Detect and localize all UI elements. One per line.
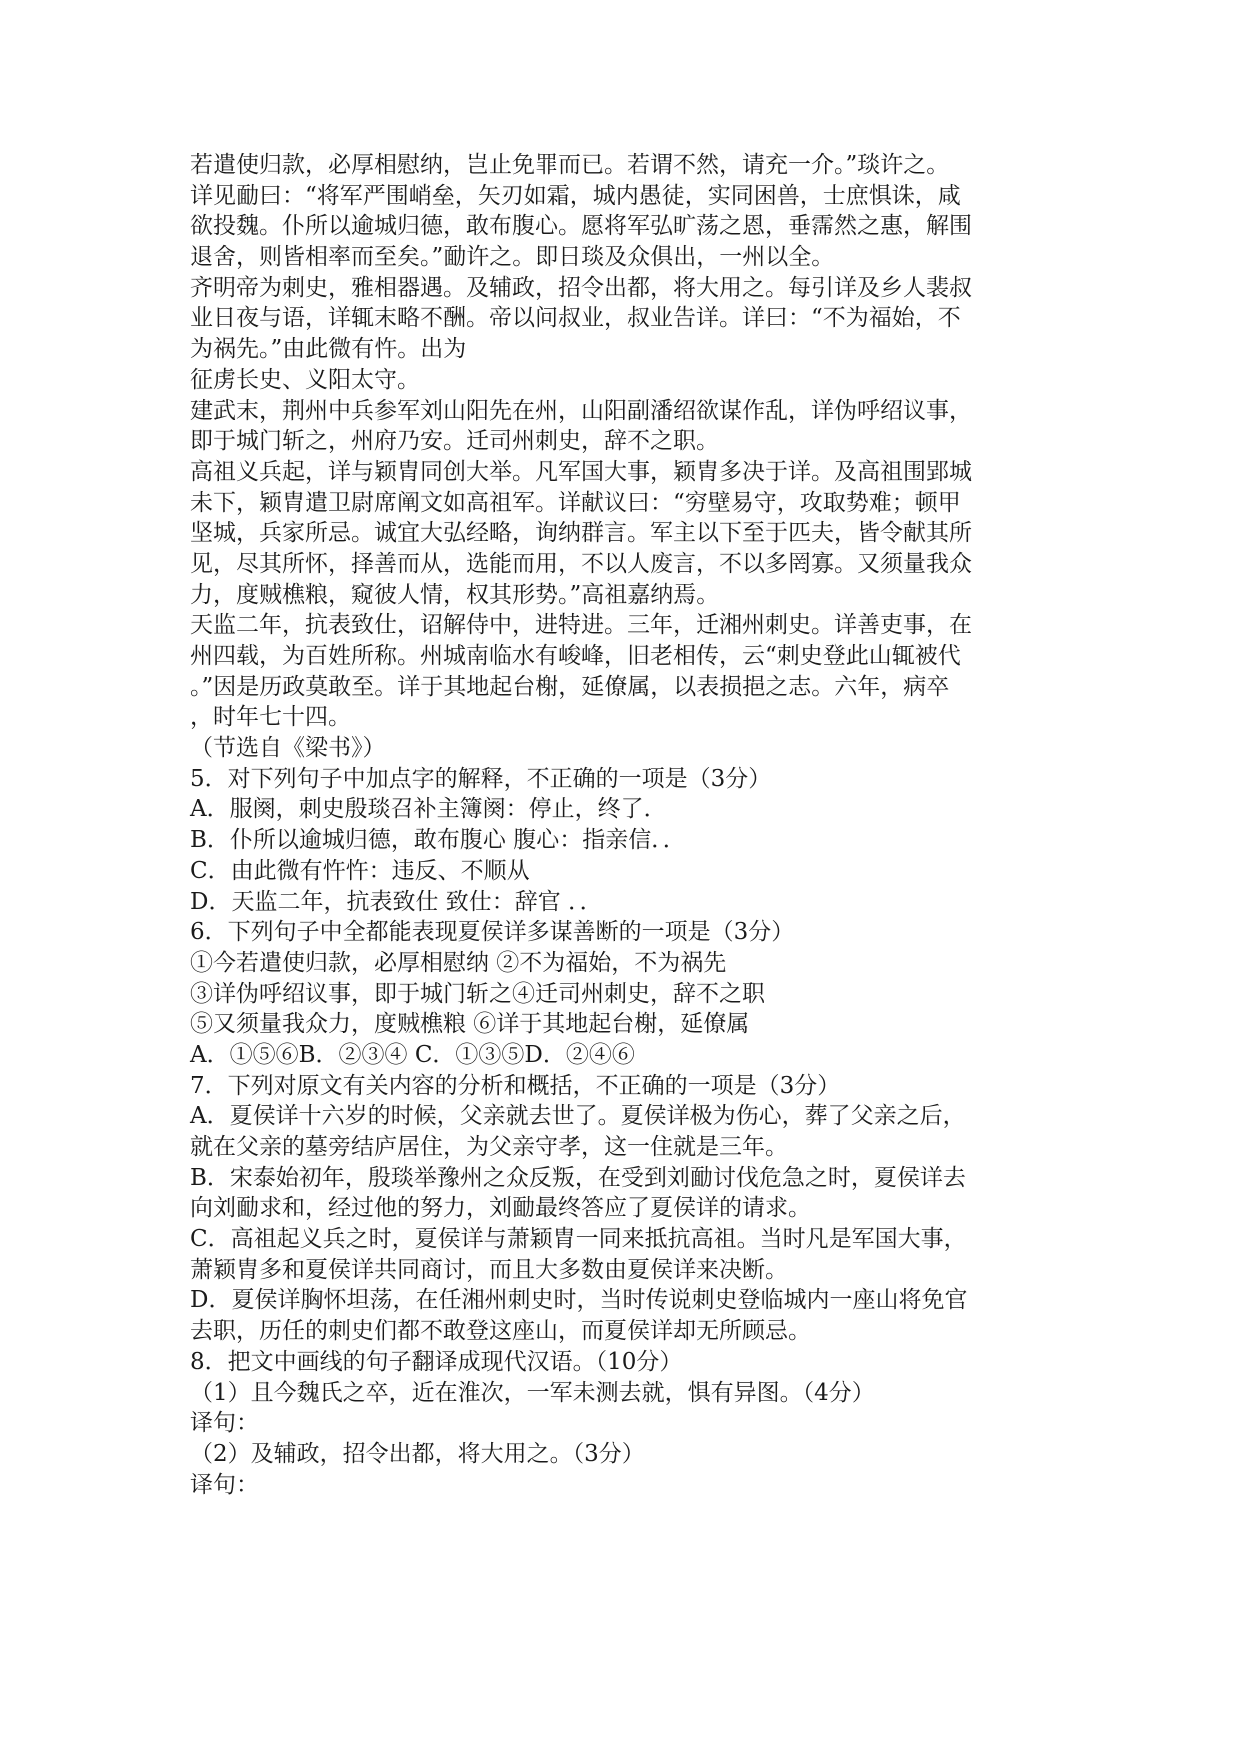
text-line: 见，尽其所怀，择善而从，选能而用，不以人废言，不以多罔寡。又须量我众 [190,550,972,577]
question-5-stem: 5．对下列句子中加点字的解释，不正确的一项是（3分） [190,765,772,792]
text-line: 详见勔曰：“将军严围峭垒，矢刃如霜，城内愚徒，实同困兽，士庶惧诛，咸 [190,182,961,209]
question-5-option-d: D．天监二年，抗表致仕 致仕：辞官 ．． [190,888,603,915]
text-line: 坚城，兵家所忌。诚宜大弘经略，询纳群言。军主以下至于匹夫，皆令献其所 [190,520,972,547]
question-6-options: A．①⑤⑥B．②③④ C．①③⑤D．②④⑥ [190,1041,635,1068]
text-line: 力，度贼樵粮，窥彼人情，权其形势。”高祖嘉纳焉。 [190,581,720,608]
text-line: 征虏长史、义阳太守。 [190,366,420,393]
question-6-item: ⑤又须量我众力，度贼樵粮 ⑥详于其地起台榭，延僚属 [190,1011,750,1038]
text-line: 为祸先。”由此微有忤。出为 [190,336,467,363]
question-8-part-1: （1）且今魏氏之卒，近在淮次，一军未测去就，惧有异图。（4分） [190,1379,875,1406]
question-7-option-d: D．夏侯详胸怀坦荡，在任湘州刺史时，当时传说刺史登临城内一座山将免官 [190,1287,968,1314]
document-body [190,150,1070,1500]
text-line: 。”因是历政莫敢至。详于其地起台榭，延僚属，以表损挹之志。六年，病卒 [190,673,950,700]
text-line: ，时年七十四。 [190,704,351,731]
text-line: 州四载，为百姓所称。州城南临水有峻峰，旧老相传，云“刺史登此山辄被代 [190,643,961,669]
question-7-option-c-cont: 萧颖胄多和夏侯详共同商讨，而且大多数由夏侯详来决断。 [190,1256,788,1283]
question-7-option-d-cont: 去职，历任的刺史们都不敢登这座山，而夏侯详却无所顾忌。 [190,1318,811,1345]
text-line: 欲投魏。仆所以逾城归德，敢布腹心。愿将军弘旷荡之恩，垂霈然之惠，解围 [190,213,972,240]
text-line: 天监二年，抗表致仕，诏解侍中，进特进。三年，迁湘州刺史。详善吏事，在 [190,612,972,639]
question-6-item: ①今若遣使归款，必厚相慰纳 ②不为福始，不为祸先 [190,949,727,976]
text-line: 未下，颖胄遣卫尉席阐文如高祖军。详献议曰：“穷壁易守，攻取势难；顿甲 [190,489,961,516]
question-7-stem: 7．下列对原文有关内容的分析和概括，不正确的一项是（3分） [190,1072,841,1099]
question-5-option-b: B．仆所以逾城归德，敢布腹心 腹心：指亲信．． [190,827,686,854]
translation-label: 译句： [190,1471,259,1498]
question-7-option-b: B．宋泰始初年，殷琰举豫州之众反叛，在受到刘勔讨伐危急之时，夏侯详去 [190,1164,966,1191]
text-line: 业日夜与语，详辄末略不酬。帝以问叔业，叔业告详。详曰：“不为福始，不 [190,305,961,332]
question-8-stem: 8．把文中画线的句子翻译成现代汉语。（10分） [190,1348,683,1375]
text-line: 若遣使归款，必厚相慰纳，岂止免罪而已。若谓不然，请充一介。”琰许之。 [190,152,950,178]
question-5-option-c: C．由此微有忤忤：违反、不顺从 [190,857,530,884]
question-7-option-b-cont: 向刘勔求和，经过他的努力，刘勔最终答应了夏侯详的请求。 [190,1195,811,1222]
source-note: （节选自《梁书》） [190,735,386,762]
question-7-option-a: A．夏侯详十六岁的时候，父亲就去世了。夏侯详极为伤心，葬了父亲之后， [190,1103,966,1130]
question-7-option-a-cont: 就在父亲的墓旁结庐居住，为父亲守孝，这一住就是三年。 [190,1134,788,1160]
question-6-item: ③详伪呼绍议事，即于城门斩之④迁司州刺史，辞不之职 [190,980,765,1007]
question-8-part-2: （2）及辅政，招令出都，将大用之。（3分） [190,1440,645,1467]
text-line: 即于城门斩之，州府乃安。迁司州刺史，辞不之职。 [190,428,719,455]
text-line: 退舍，则皆相率而至矣。”勔许之。即日琰及众俱出，一州以全。 [190,244,835,271]
text-line: 齐明帝为刺史，雅相器遇。及辅政，招令出都，将大用之。每引详及乡人裴叔 [190,274,972,301]
question-7-option-c: C．高祖起义兵之时，夏侯详与萧颖胄一同来抵抗高祖。当时凡是军国大事， [190,1226,967,1253]
text-line: 建武末，荆州中兵参军刘山阳先在州，山阳副潘绍欲谋作乱，详伪呼绍议事， [190,397,972,424]
question-6-stem: 6．下列句子中全都能表现夏侯详多谋善断的一项是（3分） [190,919,795,946]
question-5-option-a: A．服阕，刺史殷琰召补主簿阕：停止，终了． [190,796,667,823]
text-line: 高祖义兵起，详与颖胄同创大举。凡军国大事，颖胄多决于详。及高祖围郢城 [190,458,972,485]
translation-label: 译句： [190,1410,259,1437]
